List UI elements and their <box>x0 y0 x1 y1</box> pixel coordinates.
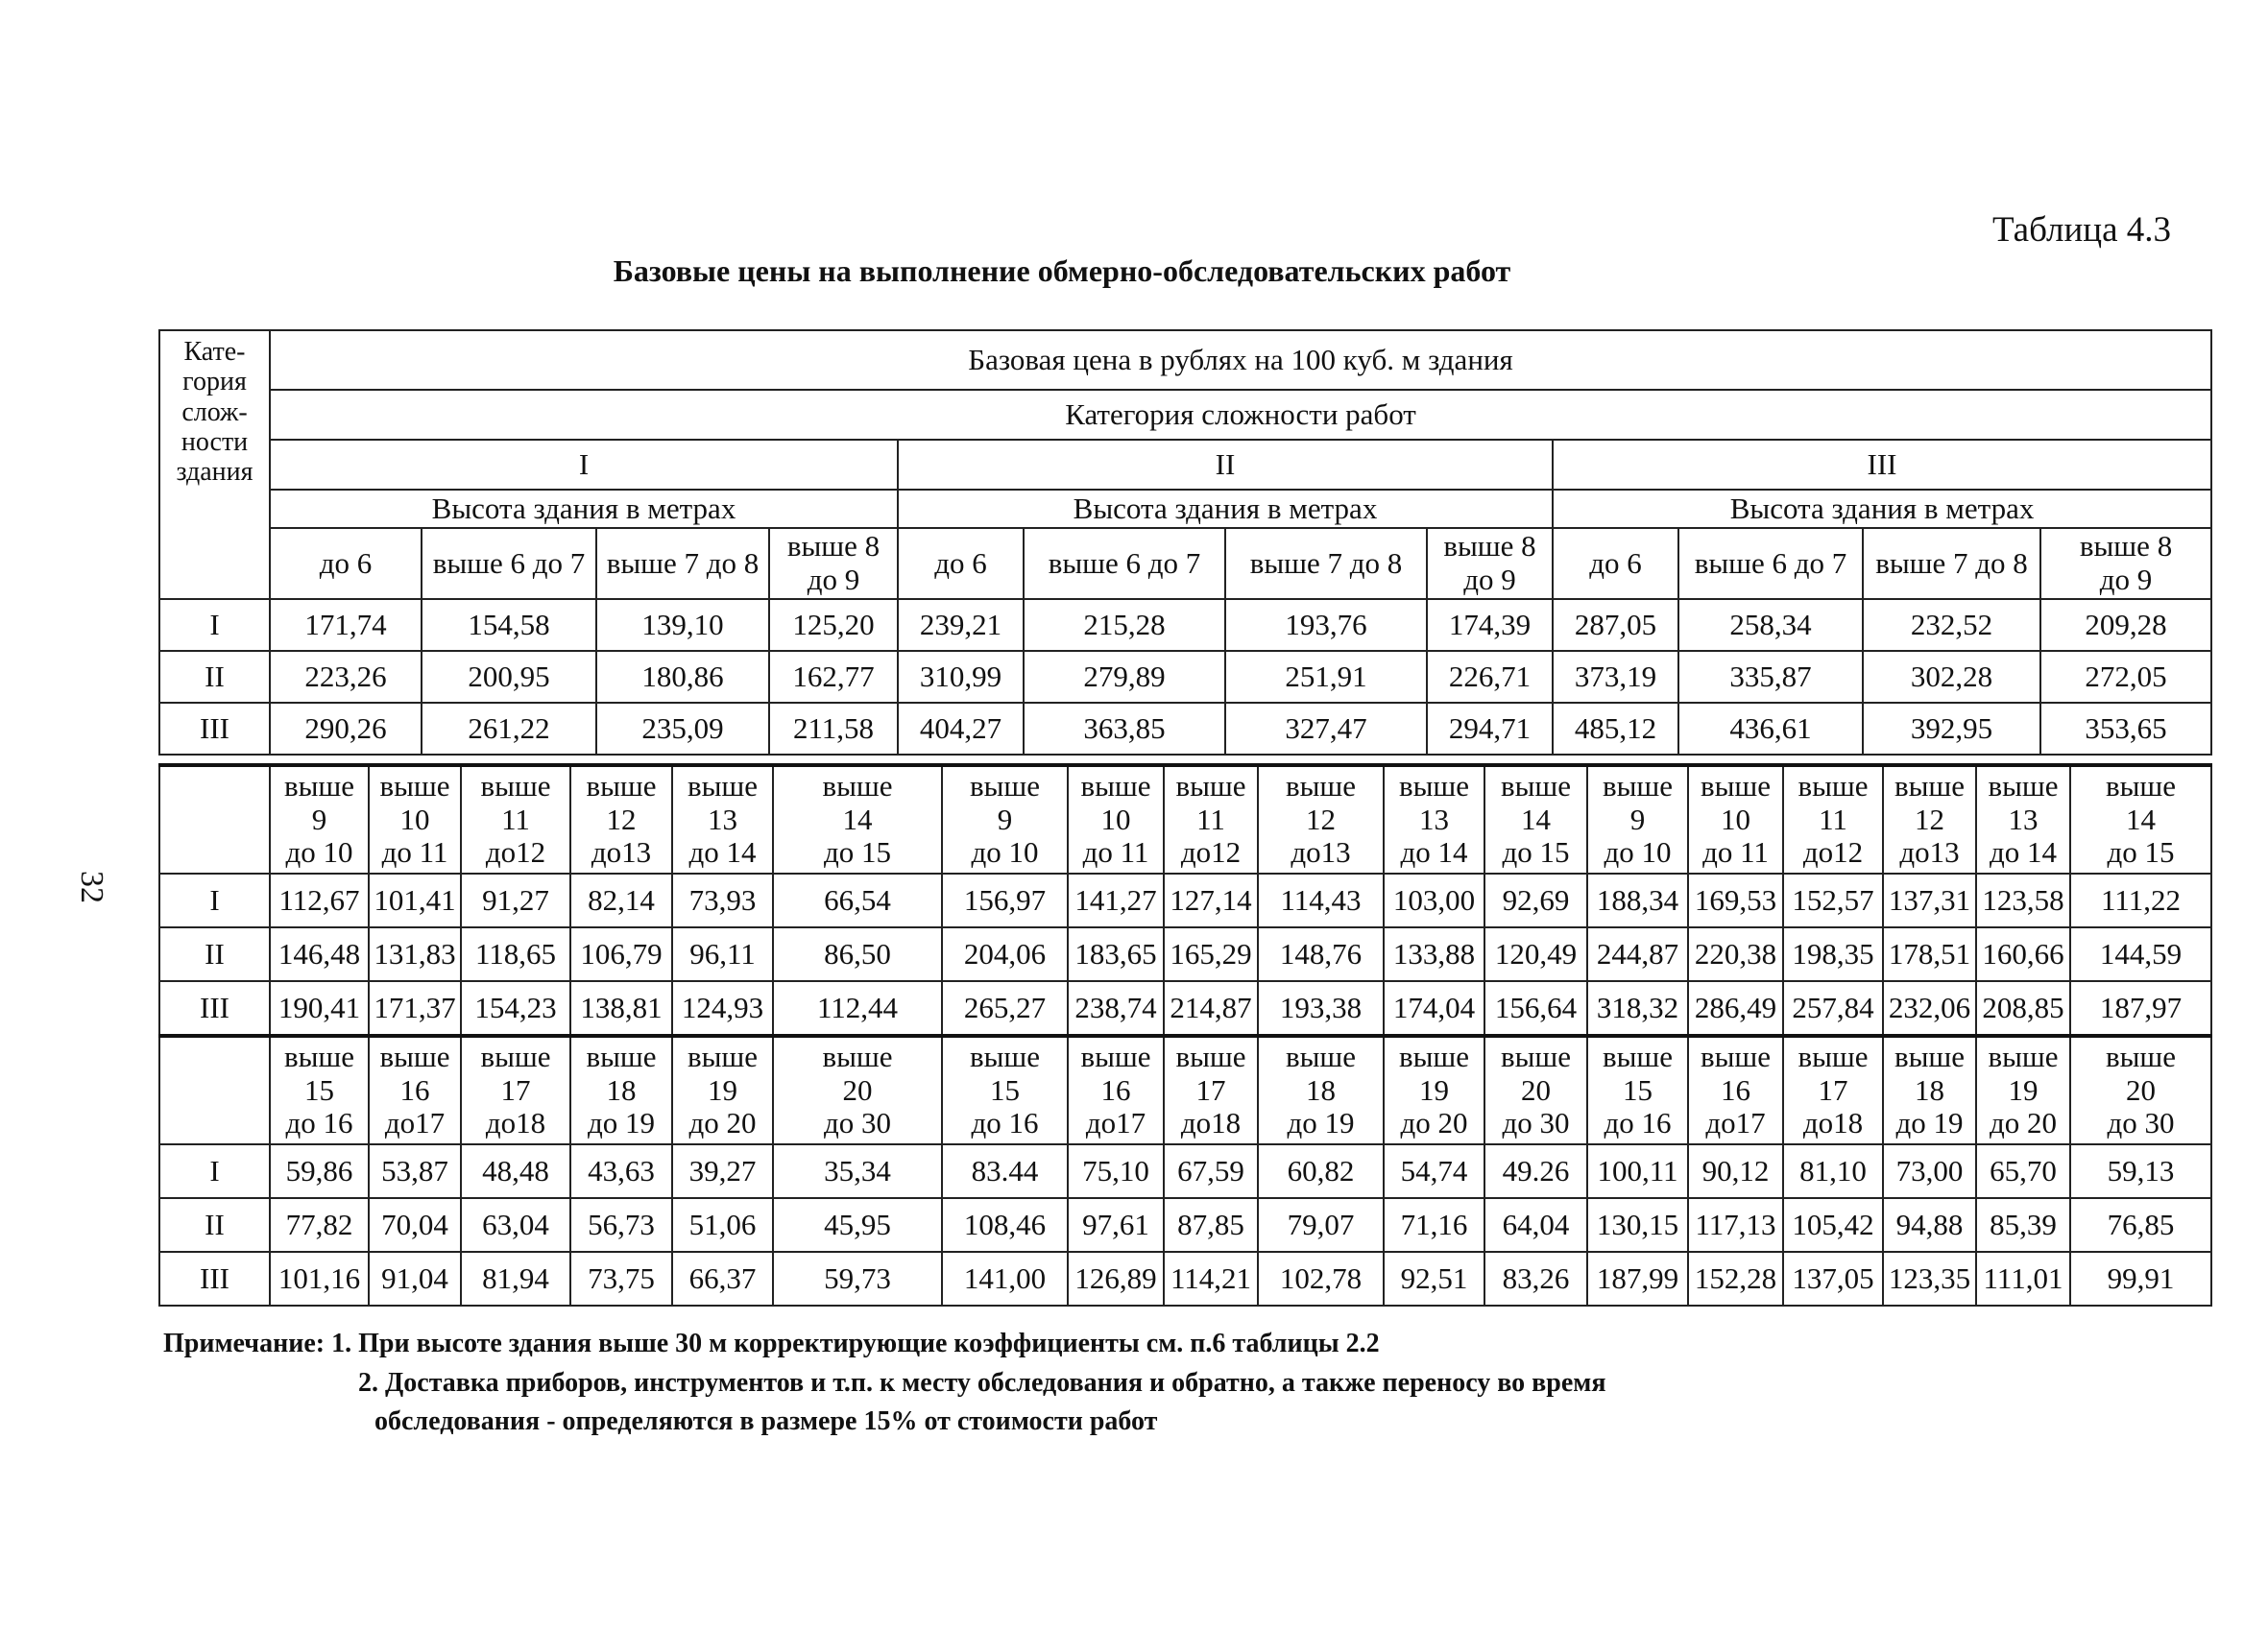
price-cell: 87,85 <box>1164 1198 1258 1252</box>
price-cell: 244,87 <box>1587 927 1688 981</box>
table-row <box>159 651 2211 703</box>
price-cell: 100,11 <box>1587 1144 1688 1198</box>
price-cell: 56,73 <box>570 1198 672 1252</box>
price-cell: 106,79 <box>570 927 672 981</box>
table-row <box>159 874 2211 927</box>
table-row <box>159 1144 2211 1198</box>
price-cell: 45,95 <box>773 1198 942 1252</box>
height-range-header: выше 19 до 20 <box>672 1036 773 1144</box>
price-cell: 171,74 <box>270 599 422 651</box>
height-range-header: выше 15 до 16 <box>942 1036 1068 1144</box>
price-cell: 99,91 <box>2070 1252 2211 1306</box>
price-cell: 83,26 <box>1484 1252 1587 1306</box>
height-range-header: выше 15 до 16 <box>1587 1036 1688 1144</box>
page-number: 32 <box>74 871 109 903</box>
price-cell: 96,11 <box>672 927 773 981</box>
price-cell: 138,81 <box>570 981 672 1035</box>
row-category-label: I <box>159 1144 270 1198</box>
price-cell: 232,52 <box>1863 599 2040 651</box>
price-cell: 102,78 <box>1258 1252 1384 1306</box>
table-row <box>159 599 2211 651</box>
height-range-header: выше 12 до13 <box>1883 765 1976 874</box>
price-cell: 174,04 <box>1384 981 1484 1035</box>
note-line-2: 2. Доставка приборов, инструментов и т.п. к месту обследования и обратно, а также переносу во время <box>358 1367 1606 1398</box>
price-cell: 165,29 <box>1164 927 1258 981</box>
height-range-header: выше 6 до 7 <box>1024 528 1225 599</box>
height-range-header: выше 20 до 30 <box>1484 1036 1587 1144</box>
price-cell: 111,01 <box>1976 1252 2070 1306</box>
work-category-header: Категория сложности работ <box>270 390 2211 440</box>
price-cell: 239,21 <box>898 599 1024 651</box>
price-cell: 101,41 <box>369 874 461 927</box>
price-table-block-2 <box>158 763 2212 1036</box>
price-cell: 117,13 <box>1688 1198 1783 1252</box>
price-cell: 152,28 <box>1688 1252 1783 1306</box>
height-range-header: выше 18 до 19 <box>1258 1036 1384 1144</box>
row-category-label: II <box>159 927 270 981</box>
price-cell: 48,48 <box>461 1144 570 1198</box>
price-cell: 141,27 <box>1068 874 1164 927</box>
height-range-header: выше 7 до 8 <box>596 528 769 599</box>
price-cell: 126,89 <box>1068 1252 1164 1306</box>
building-category-header: Кате- гория слож- ности здания <box>159 330 270 599</box>
price-cell: 162,77 <box>769 651 898 703</box>
price-cell: 91,04 <box>369 1252 461 1306</box>
height-range-header: до 6 <box>1553 528 1678 599</box>
price-cell: 335,87 <box>1678 651 1863 703</box>
base-price-header: Базовая цена в рублях на 100 куб. м здания <box>270 330 2211 390</box>
height-range-header: выше 16 до17 <box>369 1036 461 1144</box>
price-cell: 209,28 <box>2040 599 2211 651</box>
price-cell: 133,88 <box>1384 927 1484 981</box>
price-cell: 53,87 <box>369 1144 461 1198</box>
price-cell: 73,93 <box>672 874 773 927</box>
price-cell: 65,70 <box>1976 1144 2070 1198</box>
price-cell: 272,05 <box>2040 651 2211 703</box>
price-cell: 204,06 <box>942 927 1068 981</box>
height-header: Высота здания в метрах <box>270 490 898 528</box>
height-range-header: выше 20 до 30 <box>773 1036 942 1144</box>
price-cell: 215,28 <box>1024 599 1225 651</box>
price-cell: 144,59 <box>2070 927 2211 981</box>
work-category-iii: III <box>1553 440 2211 490</box>
price-cell: 73,75 <box>570 1252 672 1306</box>
price-cell: 193,38 <box>1258 981 1384 1035</box>
price-cell: 208,85 <box>1976 981 2070 1035</box>
height-header: Высота здания в метрах <box>898 490 1553 528</box>
price-cell: 114,43 <box>1258 874 1384 927</box>
price-cell: 211,58 <box>769 703 898 755</box>
price-cell: 146,48 <box>270 927 369 981</box>
height-range-header: выше 13 до 14 <box>1976 765 2070 874</box>
price-cell: 125,20 <box>769 599 898 651</box>
height-range-header: выше 16 до17 <box>1688 1036 1783 1144</box>
price-cell: 156,97 <box>942 874 1068 927</box>
price-cell: 160,66 <box>1976 927 2070 981</box>
price-cell: 190,41 <box>270 981 369 1035</box>
height-range-header: выше 17 до18 <box>1164 1036 1258 1144</box>
empty-header-cell <box>159 1036 270 1144</box>
price-cell: 77,82 <box>270 1198 369 1252</box>
price-cell: 137,05 <box>1783 1252 1883 1306</box>
price-cell: 81,10 <box>1783 1144 1883 1198</box>
height-range-header: выше 17 до18 <box>1783 1036 1883 1144</box>
price-cell: 220,38 <box>1688 927 1783 981</box>
price-cell: 287,05 <box>1553 599 1678 651</box>
height-range-header: выше 10 до 11 <box>1068 765 1164 874</box>
row-category-label: I <box>159 874 270 927</box>
price-cell: 51,06 <box>672 1198 773 1252</box>
price-cell: 223,26 <box>270 651 422 703</box>
price-cell: 294,71 <box>1427 703 1553 755</box>
price-cell: 152,57 <box>1783 874 1883 927</box>
price-cell: 137,31 <box>1883 874 1976 927</box>
height-range-header: выше 10 до 11 <box>369 765 461 874</box>
price-cell: 139,10 <box>596 599 769 651</box>
price-cell: 73,00 <box>1883 1144 1976 1198</box>
notes <box>163 1325 1606 1442</box>
price-cell: 200,95 <box>422 651 596 703</box>
price-cell: 111,22 <box>2070 874 2211 927</box>
price-cell: 49.26 <box>1484 1144 1587 1198</box>
price-cell: 302,28 <box>1863 651 2040 703</box>
price-cell: 71,16 <box>1384 1198 1484 1252</box>
price-cell: 59,13 <box>2070 1144 2211 1198</box>
height-range-header: выше 14 до 15 <box>773 765 942 874</box>
price-cell: 188,34 <box>1587 874 1688 927</box>
price-cell: 114,21 <box>1164 1252 1258 1306</box>
price-cell: 148,76 <box>1258 927 1384 981</box>
price-cell: 436,61 <box>1678 703 1863 755</box>
height-range-header: выше 6 до 7 <box>1678 528 1863 599</box>
price-cell: 127,14 <box>1164 874 1258 927</box>
price-cell: 251,91 <box>1225 651 1427 703</box>
price-cell: 59,86 <box>270 1144 369 1198</box>
price-cell: 76,85 <box>2070 1198 2211 1252</box>
height-range-header: выше 18 до 19 <box>1883 1036 1976 1144</box>
price-cell: 86,50 <box>773 927 942 981</box>
price-cell: 112,44 <box>773 981 942 1035</box>
table-row <box>159 1198 2211 1252</box>
price-cell: 43,63 <box>570 1144 672 1198</box>
price-cell: 75,10 <box>1068 1144 1164 1198</box>
price-cell: 235,09 <box>596 703 769 755</box>
price-cell: 279,89 <box>1024 651 1225 703</box>
table-row <box>159 927 2211 981</box>
price-cell: 123,58 <box>1976 874 2070 927</box>
height-range-header: выше 11 до12 <box>461 765 570 874</box>
height-range-header: выше 18 до 19 <box>570 1036 672 1144</box>
price-cell: 169,53 <box>1688 874 1783 927</box>
price-cell: 70,04 <box>369 1198 461 1252</box>
price-cell: 178,51 <box>1883 927 1976 981</box>
height-range-header: выше 11 до12 <box>1164 765 1258 874</box>
height-range-header: выше 10 до 11 <box>1688 765 1783 874</box>
height-range-header: выше 9 до 10 <box>270 765 369 874</box>
height-range-header: выше 19 до 20 <box>1976 1036 2070 1144</box>
price-cell: 258,34 <box>1678 599 1863 651</box>
height-range-header: выше 15 до 16 <box>270 1036 369 1144</box>
height-range-header: выше 12 до13 <box>1258 765 1384 874</box>
price-cell: 130,15 <box>1587 1198 1688 1252</box>
row-category-label: III <box>159 703 270 755</box>
price-cell: 118,65 <box>461 927 570 981</box>
height-range-header: выше 19 до 20 <box>1384 1036 1484 1144</box>
price-cell: 59,73 <box>773 1252 942 1306</box>
height-header: Высота здания в метрах <box>1553 490 2211 528</box>
price-cell: 485,12 <box>1553 703 1678 755</box>
price-cell: 35,34 <box>773 1144 942 1198</box>
price-cell: 183,65 <box>1068 927 1164 981</box>
price-cell: 141,00 <box>942 1252 1068 1306</box>
price-cell: 105,42 <box>1783 1198 1883 1252</box>
price-cell: 154,58 <box>422 599 596 651</box>
price-cell: 63,04 <box>461 1198 570 1252</box>
price-cell: 286,49 <box>1688 981 1783 1035</box>
price-cell: 226,71 <box>1427 651 1553 703</box>
price-cell: 82,14 <box>570 874 672 927</box>
price-cell: 363,85 <box>1024 703 1225 755</box>
row-category-label: III <box>159 981 270 1035</box>
height-range-header: выше 14 до 15 <box>1484 765 1587 874</box>
price-cell: 180,86 <box>596 651 769 703</box>
price-cell: 131,83 <box>369 927 461 981</box>
price-cell: 327,47 <box>1225 703 1427 755</box>
price-cell: 60,82 <box>1258 1144 1384 1198</box>
row-category-label: II <box>159 1198 270 1252</box>
empty-header-cell <box>159 765 270 874</box>
price-cell: 404,27 <box>898 703 1024 755</box>
price-cell: 103,00 <box>1384 874 1484 927</box>
row-category-label: III <box>159 1252 270 1306</box>
work-category-i: I <box>270 440 898 490</box>
price-cell: 261,22 <box>422 703 596 755</box>
price-cell: 97,61 <box>1068 1198 1164 1252</box>
height-range-header: выше 12 до13 <box>570 765 672 874</box>
price-cell: 187,97 <box>2070 981 2211 1035</box>
price-cell: 101,16 <box>270 1252 369 1306</box>
price-table-block-3 <box>158 1034 2212 1307</box>
price-cell: 156,64 <box>1484 981 1587 1035</box>
price-table-block-1 <box>158 329 2212 756</box>
price-cell: 214,87 <box>1164 981 1258 1035</box>
height-range-header: выше 9 до 10 <box>942 765 1068 874</box>
row-category-label: I <box>159 599 270 651</box>
height-range-header: выше 9 до 10 <box>1587 765 1688 874</box>
price-cell: 67,59 <box>1164 1144 1258 1198</box>
height-range-header: выше 8 до 9 <box>2040 528 2211 599</box>
note-line-3: обследования - определяются в размере 15% от стоимости работ <box>374 1406 1158 1437</box>
price-cell: 257,84 <box>1783 981 1883 1035</box>
table-title: Базовые цены на выполнение обмерно-обследовательских работ <box>613 253 1511 288</box>
price-cell: 174,39 <box>1427 599 1553 651</box>
price-cell: 238,74 <box>1068 981 1164 1035</box>
price-cell: 92,69 <box>1484 874 1587 927</box>
price-cell: 108,46 <box>942 1198 1068 1252</box>
work-category-ii: II <box>898 440 1553 490</box>
price-cell: 318,32 <box>1587 981 1688 1035</box>
price-cell: 92,51 <box>1384 1252 1484 1306</box>
height-range-header: выше 6 до 7 <box>422 528 596 599</box>
price-cell: 154,23 <box>461 981 570 1035</box>
price-cell: 353,65 <box>2040 703 2211 755</box>
price-cell: 193,76 <box>1225 599 1427 651</box>
height-range-header: до 6 <box>270 528 422 599</box>
price-cell: 90,12 <box>1688 1144 1783 1198</box>
price-cell: 171,37 <box>369 981 461 1035</box>
price-cell: 83.44 <box>942 1144 1068 1198</box>
height-range-header: выше 14 до 15 <box>2070 765 2211 874</box>
price-cell: 310,99 <box>898 651 1024 703</box>
height-range-header: выше 13 до 14 <box>1384 765 1484 874</box>
height-range-header: выше 8 до 9 <box>769 528 898 599</box>
height-range-header: выше 17 до18 <box>461 1036 570 1144</box>
price-cell: 124,93 <box>672 981 773 1035</box>
price-cell: 54,74 <box>1384 1144 1484 1198</box>
height-range-header: выше 7 до 8 <box>1863 528 2040 599</box>
price-cell: 290,26 <box>270 703 422 755</box>
price-cell: 81,94 <box>461 1252 570 1306</box>
price-cell: 120,49 <box>1484 927 1587 981</box>
table-row <box>159 1252 2211 1306</box>
price-cell: 64,04 <box>1484 1198 1587 1252</box>
price-cell: 198,35 <box>1783 927 1883 981</box>
price-cell: 187,99 <box>1587 1252 1688 1306</box>
height-range-header: выше 8 до 9 <box>1427 528 1553 599</box>
height-range-header: выше 20 до 30 <box>2070 1036 2211 1144</box>
price-cell: 373,19 <box>1553 651 1678 703</box>
note-line-1: Примечание: 1. При высоте здания выше 30 м корректирующие коэффициенты см. п.6 таблицы 2.2 <box>163 1329 1380 1358</box>
height-range-header: выше 16 до17 <box>1068 1036 1164 1144</box>
price-cell: 232,06 <box>1883 981 1976 1035</box>
price-cell: 85,39 <box>1976 1198 2070 1252</box>
height-range-header: до 6 <box>898 528 1024 599</box>
price-cell: 39,27 <box>672 1144 773 1198</box>
price-cell: 265,27 <box>942 981 1068 1035</box>
price-cell: 66,54 <box>773 874 942 927</box>
price-cell: 392,95 <box>1863 703 2040 755</box>
price-cell: 66,37 <box>672 1252 773 1306</box>
price-cell: 94,88 <box>1883 1198 1976 1252</box>
height-range-header: выше 13 до 14 <box>672 765 773 874</box>
height-range-header: выше 11 до12 <box>1783 765 1883 874</box>
price-cell: 123,35 <box>1883 1252 1976 1306</box>
price-cell: 79,07 <box>1258 1198 1384 1252</box>
price-cell: 112,67 <box>270 874 369 927</box>
row-category-label: II <box>159 651 270 703</box>
table-row <box>159 703 2211 755</box>
table-number: Таблица 4.3 <box>1992 210 2171 250</box>
height-range-header: выше 7 до 8 <box>1225 528 1427 599</box>
table-row <box>159 981 2211 1035</box>
price-cell: 91,27 <box>461 874 570 927</box>
